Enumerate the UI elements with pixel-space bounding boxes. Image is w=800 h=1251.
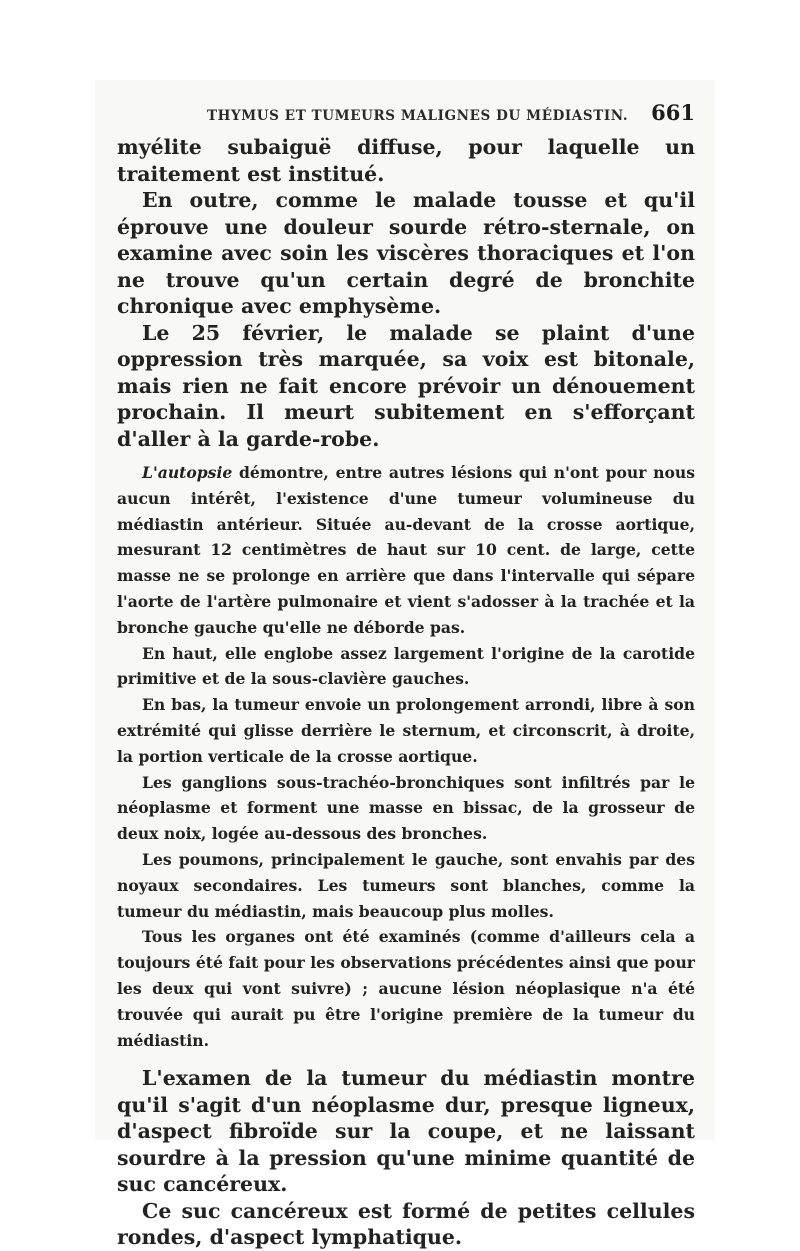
paragraph-10: L'examen de la tumeur du médiastin montre qu'il s'agit d'un néoplasme dur, presque ligneux, d'aspect fibroïde sur la coupe, et ne laissant sourdre à la pression qu'une minime quantité de suc cancéreux. bbox=[117, 1066, 695, 1197]
paragraph-2: En outre, comme le malade tousse et qu'il éprouve une douleur sourde rétro-sternale, on examine avec soin les viscères thoraciques et l'on ne trouve qu'un certain degré de bronchite chronique avec emphysème. bbox=[117, 188, 695, 318]
paragraph-3: Le 25 février, le malade se plaint d'une oppression très marquée, sa voix est bitonale, mais rien ne fait encore prévoir un dénouement prochain. Il meurt subitement en s'efforçant d'aller à la garde-robe. bbox=[117, 320, 695, 451]
paragraph-autopsy bbox=[117, 460, 695, 641]
paragraph-9: Tous les organes ont été examinés (comme d'ailleurs cela a toujours été fait pour les observations précédentes ainsi que pour les deux qui vont suivre) ; aucune lésion néoplasique n'a été trouvée qui aurait pu être l'origine première de la tumeur du médiastin. bbox=[117, 927, 695, 1050]
paragraph-1: myélite subaiguë diffuse, pour laquelle un traitement est institué. bbox=[117, 135, 695, 186]
page-number: 661 bbox=[651, 100, 695, 125]
running-head: THYMUS ET TUMEURS MALIGNES DU MÉDIASTIN. bbox=[207, 108, 629, 124]
paragraph-11: Ce suc cancéreux est formé de petites cellules rondes, d'aspect lymphatique. bbox=[117, 1198, 695, 1250]
page-content bbox=[117, 100, 695, 1251]
paragraph-6: En bas, la tumeur envoie un prolongement arrondi, libre à son extrémité qui glisse derrière le sternum, et circonscrit, à droite, la portion verticale de la crosse aortique. bbox=[117, 695, 695, 766]
paragraph-5: En haut, elle englobe assez largement l'origine de la carotide primitive et de la sous-clavière gauches. bbox=[117, 643, 695, 689]
paragraph-7: Les ganglions sous-trachéo-bronchiques sont infiltrés par le néoplasme et forment une masse en bissac, de la grosseur de deux noix, logée au-dessous des bronches. bbox=[117, 772, 695, 844]
paragraph-8: Les poumons, principalement le gauche, sont envahis par des noyaux secondaires. Les tumeurs sont blanches, comme la tumeur du médiastin, mais beaucoup plus molles. bbox=[117, 849, 695, 921]
autopsy-text: démontre, entre autres lésions qui n'ont pour nous aucun intérêt, l'existence d'une tumeur volumineuse du médiastin antérieur. Située au-devant de la crosse aortique, mesurant 12 centimètres de haut sur 10 cent. de large, cette masse ne se prolonge en arrière que dans l'intervalle qui sépare l'aorte de l'artère pulmonaire et vient s'adosser à la trachée et la bronche gauche qu'elle ne déborde pas. bbox=[117, 463, 695, 637]
autopsy-label: L'autopsie bbox=[142, 463, 233, 482]
page-header bbox=[117, 100, 695, 134]
